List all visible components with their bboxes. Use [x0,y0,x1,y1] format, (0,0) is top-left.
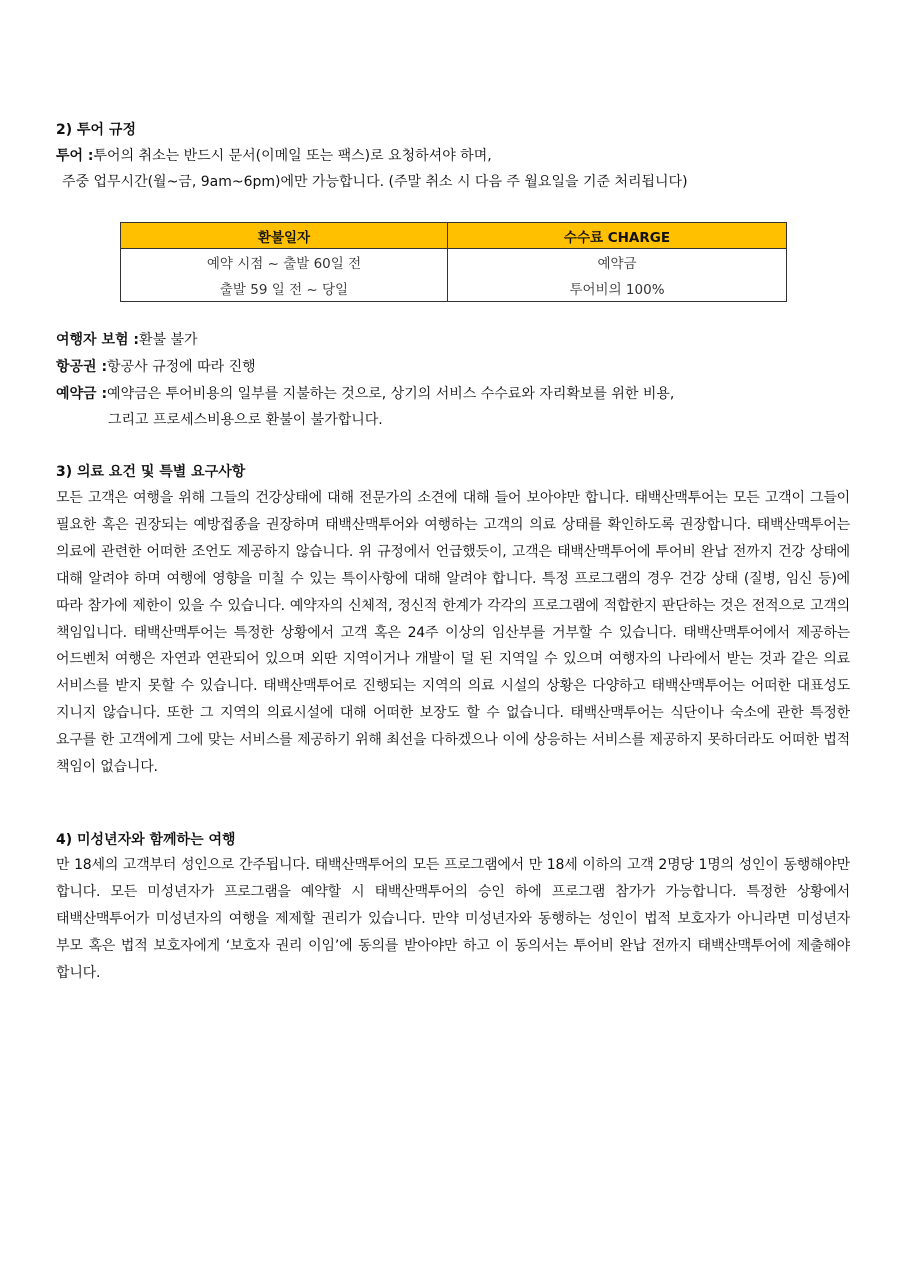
deposit-text-2: 그리고 프로세스비용으로 환불이 불가합니다. [108,412,383,428]
table-row [121,249,787,276]
tour-rules-heading: 2) 투어 규정 [56,122,136,138]
tour-text-1: 투어의 취소는 반드시 문서(이메일 또는 팩스)로 요청하셔야 하며, [93,148,492,164]
insurance-label: 여행자 보험 : [56,332,139,348]
refund-fee-table [120,222,787,302]
medical-body: 모든 고객은 여행을 위해 그들의 건강상태에 대해 전문가의 소견에 대해 들어 보아야만 합니다. 태백산맥투어는 모든 고객이 그들이 필요한 혹은 권장되는 예방접종을 권장하며 태백산맥투어와 여행하는 고객의 의료 상태를 확인하도록 권장합니다. 태백산맥투어는 의료에 관련한 어떠한 조언도 제공하지 않습니다. 위 규정에서 언급했듯이, 고객은 태백산맥투어에 투어비 완납 전까지 건강 상태에 대해 알려야 하며 여행에 영향을 미칠 수 있는 특이사항에 대해 알려야 합니다. 특정 프로그램의 경우 건강 상태 (질병, 임신 등)에 따라 참가에 제한이 있을 수 있습니다. 예약자의 신체적, 정신적 한계가 각각의 프로그램에 적합한지 판단하는 것은 전적으로 고객의 책임입니다. 태백산맥투어는 특정한 상황에서 고객 혹은 24주 이상의 임산부를 거부할 수 있습니다. 태백산맥투어에서 제공하는 어드벤처 여행은 자연과 연관되어 있으며 외딴 지역이거나 개발이 덜 된 지역일 수 있으며 여행자의 나라에서 받는 것과 같은 의료 서비스를 받지 못할 수 있습니다. 태백산맥투어로 진행되는 지역의 의료 시설의 상황은 다양하고 태백산맥투어는 어떠한 대표성도 지니지 않습니다. 또한 그 지역의 의료시설에 대해 어떠한 보장도 할 수 없습니다. 태백산맥투어는 식단이나 숙소에 관한 특정한 요구를 한 고객에게 그에 맞는 서비스를 제공하기 위해 최선을 다하겠으나 이에 상응하는 서비스를 제공하지 못하더라도 어떠한 법적 책임이 없습니다. [56,490,850,776]
airfare-label: 항공권 : [56,359,108,375]
airfare-policy [56,357,256,377]
table-cell: 투어비의 100% [448,275,787,302]
insurance-policy [56,330,198,350]
tour-cancellation-line-1 [56,146,492,166]
deposit-label: 예약금 : [56,386,108,402]
table-header-refund-date: 환불일자 [121,223,448,249]
tour-text-2: 주중 업무시간(월~금, 9am~6pm)에만 가능합니다. (주말 취소 시 다음 주 월요일을 기준 처리됩니다) [62,174,688,190]
table-cell: 예약금 [448,249,787,276]
deposit-policy [56,384,674,404]
minors-heading: 4) 미성년자와 함께하는 여행 [56,832,236,848]
table-cell: 출발 59 일 전 ~ 당일 [121,275,448,302]
minors-body: 만 18세의 고객부터 성인으로 간주됩니다. 태백산맥투어의 모든 프로그램에서 만 18세 이하의 고객 2명당 1명의 성인이 동행해야만 합니다. 모든 미성년자가 프로그램을 예약할 시 태백산맥투어의 승인 하에 프로그램 참가가 가능합니다. 특정한 상황에서 태백산맥투어가 미성년자의 여행을 제제할 권리가 있습니다. 만약 미성년자와 동행하는 성인이 법적 보호자가 아니라면 미성년자 부모 혹은 법적 보호자에게 ‘보호자 권리 이임’에 동의를 받아야만 하고 이 동의서는 투어비 완납 전까지 태백산맥투어에 제출해야 합니다. [56,857,850,981]
airfare-text: 항공사 규정에 따라 진행 [107,359,256,375]
table-header-charge: 수수료 CHARGE [448,223,787,249]
table-row [121,275,787,302]
insurance-text: 환불 불가 [138,332,198,348]
tour-label: 투어 : [56,148,94,164]
table-header-row [121,223,787,249]
deposit-text-1: 예약금은 투어비용의 일부를 지불하는 것으로, 상기의 서비스 수수료와 자리확보를 위한 비용, [107,386,675,402]
table-cell: 예약 시점 ~ 출발 60일 전 [121,249,448,276]
medical-heading: 3) 의료 요건 및 특별 요구사항 [56,464,246,480]
